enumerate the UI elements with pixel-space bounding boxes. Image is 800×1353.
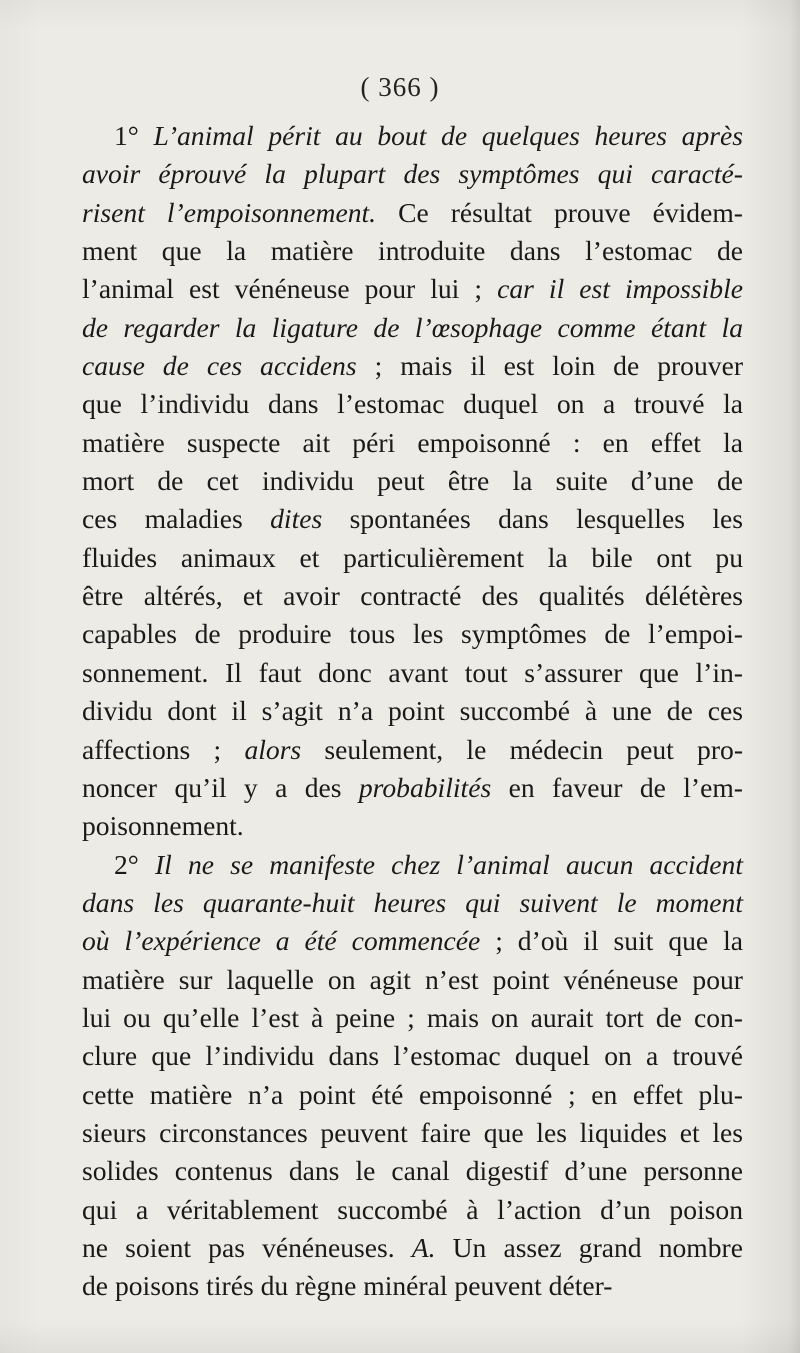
text-line: [82, 309, 743, 347]
italic-segment: L’animal périt au bout de quelques heures après: [153, 120, 743, 151]
text-line: [82, 385, 743, 423]
text-line: [82, 654, 743, 692]
text-line: [82, 500, 743, 538]
paragraph: [82, 846, 743, 1306]
text-line: [82, 807, 743, 845]
italic-segment: dans les quarante-huit heures qui suivent le moment: [82, 886, 743, 918]
text-line: [82, 577, 743, 615]
italic-segment: avoir éprouvé la plupart des symptômes qui caracté-: [82, 158, 743, 190]
text-segment: spontanées dans lesquelles les: [322, 503, 743, 535]
text-segment: clure que l’individu dans l’estomac duquel on a trouvé: [82, 1040, 743, 1072]
text-line: [82, 731, 743, 769]
text-segment: sieurs circonstances peuvent faire que les liquides et les: [82, 1116, 743, 1148]
italic-segment: A.: [411, 1231, 436, 1263]
italic-segment: où l’expérience a été commencée: [82, 925, 481, 957]
text-segment: solides contenus dans le canal digestif d’une personne: [82, 1155, 743, 1187]
text-line: [82, 846, 743, 884]
text-segment: ; d’où il suit que la: [480, 925, 743, 957]
paragraph: [82, 117, 743, 846]
italic-segment: risent l’empoisonnement.: [82, 196, 377, 228]
text-segment: ne soient pas vénéneuses.: [82, 1231, 412, 1263]
text-segment: ment que la matière introduite dans l’estomac de: [82, 235, 743, 267]
text-line: [82, 1267, 743, 1305]
text-line: [82, 232, 743, 270]
text-segment: que l’individu dans l’estomac duquel on a trouvé la: [82, 388, 743, 420]
italic-segment: de regarder la ligature de l’œsophage comme étant la: [82, 311, 743, 343]
text-segment: Ce résultat prouve évidem-: [376, 196, 743, 228]
text-line: [82, 884, 743, 922]
text-segment: sonnement. Il faut donc avant tout s’assurer que l’in-: [82, 656, 743, 688]
body-text: [82, 117, 743, 1306]
text-line: [82, 462, 743, 500]
italic-segment: dites: [270, 503, 323, 535]
text-line: [82, 347, 743, 385]
text-line: [82, 1114, 743, 1152]
italic-segment: cause de ces accidens: [82, 350, 357, 382]
text-line: [82, 615, 743, 653]
text-line: [82, 922, 743, 960]
text-segment: Un assez grand nombre: [435, 1231, 743, 1263]
italic-segment: alors: [244, 733, 302, 765]
text-segment: en faveur de l’em-: [491, 771, 743, 803]
text-segment: matière sur laquelle on agit n’est point vénéneuse pour: [82, 963, 743, 995]
text-line: [82, 692, 743, 730]
text-segment: seulement, le médecin peut pro-: [301, 733, 744, 765]
text-segment: fluides animaux et particulièrement la bile ont pu: [82, 541, 743, 573]
text-segment: ces maladies: [82, 503, 271, 535]
text-line: [82, 117, 743, 155]
text-segment: affections ;: [82, 733, 245, 765]
text-segment: 2°: [114, 848, 155, 880]
text-segment: noncer qu’il y a des: [82, 771, 359, 803]
text-segment: ; mais il est loin de prouver: [356, 350, 744, 382]
text-segment: cette matière n’a point été empoisonné ; en effet plu-: [82, 1078, 743, 1110]
text-segment: matière suspecte ait péri empoisonné : en effet la: [82, 426, 743, 458]
text-line: [82, 1191, 743, 1229]
text-line: [82, 424, 743, 462]
text-segment: lui ou qu’elle l’est à peine ; mais on aurait tort de con-: [82, 1001, 743, 1033]
text-line: [82, 1152, 743, 1190]
text-segment: 1°: [114, 120, 154, 151]
text-segment: l’animal est vénéneuse pour lui ;: [82, 273, 498, 305]
text-line: [82, 194, 743, 232]
text-line: [82, 1076, 743, 1114]
italic-segment: car il est impossible: [497, 273, 743, 305]
text-segment: dividu dont il s’agit n’a point succombé à une de ces: [82, 695, 743, 727]
text-segment: poisonnement.: [82, 810, 244, 842]
text-segment: de poisons tirés du règne minéral peuvent déter-: [82, 1270, 613, 1302]
text-segment: qui a véritablement succombé à l’action d’un poison: [82, 1193, 743, 1225]
text-line: [82, 769, 743, 807]
text-line: [82, 270, 743, 308]
text-line: [82, 999, 743, 1037]
text-segment: être altérés, et avoir contracté des qualités délétères: [82, 580, 743, 612]
text-segment: capables de produire tous les symptômes de l’empoi-: [82, 618, 743, 650]
page-number: ( 366 ): [360, 72, 440, 102]
italic-segment: probabilités: [358, 771, 492, 803]
italic-segment: Il ne se manifeste chez l’animal aucun accident: [154, 848, 743, 880]
text-line: [82, 1037, 743, 1075]
text-line: [82, 1229, 743, 1267]
text-segment: mort de cet individu peut être la suite d’une de: [82, 465, 743, 497]
text-line: [82, 155, 743, 193]
text-line: [82, 539, 743, 577]
text-line: [82, 961, 743, 999]
